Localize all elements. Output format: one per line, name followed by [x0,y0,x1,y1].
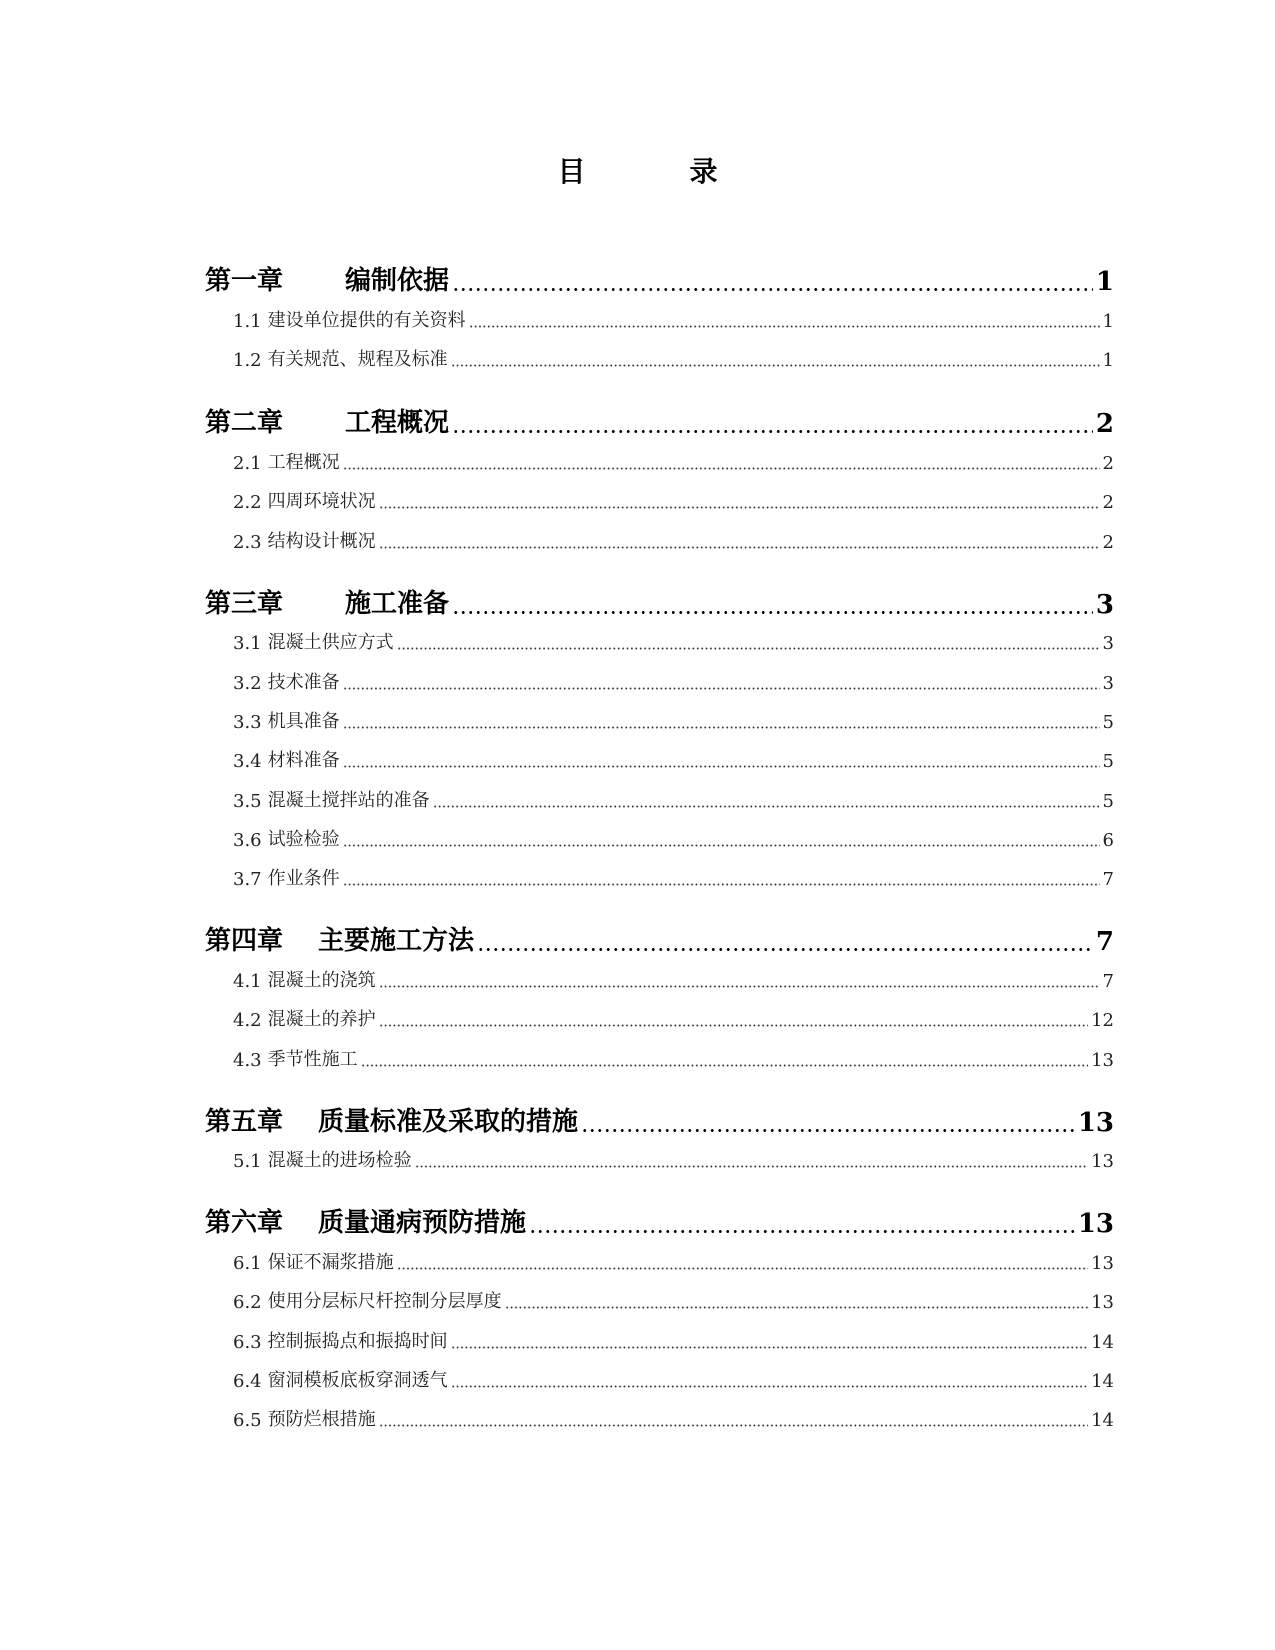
chapter-number: 第二章 [205,408,284,438]
dot-leader [343,830,1100,848]
toc-section-3-7[interactable] [233,864,1114,890]
section-title: 材料准备 [267,750,340,771]
dot-leader [505,1292,1088,1310]
section-page-number: 14 [1091,1371,1114,1392]
toc-section-6-5[interactable] [233,1405,1114,1431]
section-number: 4.3 [233,1050,262,1071]
toc-section-4-3[interactable] [233,1045,1114,1071]
chapter-number: 第五章 [205,1107,284,1137]
chapter-page-number: 1 [1095,267,1114,297]
dot-leader [415,1151,1088,1169]
section-page-number: 6 [1102,830,1114,851]
toc-chapter-4[interactable] [205,917,1114,957]
toc-section-3-2[interactable] [233,668,1114,694]
section-number: 6.2 [233,1292,262,1313]
page-title: 目 录 [557,155,756,188]
dot-leader [433,791,1100,809]
chapter-page-number: 3 [1095,590,1114,620]
toc-section-2-3[interactable] [233,527,1114,553]
toc-section-3-3[interactable] [233,707,1114,733]
dot-leader [379,492,1100,510]
toc-chapter-1[interactable] [205,257,1114,297]
section-number: 3.4 [233,751,262,772]
dot-leader [379,1410,1088,1428]
section-number: 3.1 [233,633,262,654]
toc-section-1-2[interactable] [233,345,1114,371]
section-number: 3.5 [233,791,262,812]
section-number: 6.1 [233,1253,262,1274]
chapter-page-number: 13 [1077,1209,1114,1239]
toc-chapter-6[interactable] [205,1199,1114,1239]
dot-leader [581,1108,1075,1134]
toc-section-6-2[interactable] [233,1287,1114,1313]
dot-leader [451,350,1100,368]
section-title: 使用分层标尺杆控制分层厚度 [267,1291,502,1312]
toc-section-2-2[interactable] [233,487,1114,513]
toc-section-1-1[interactable] [233,306,1114,332]
toc-section-3-1[interactable] [233,628,1114,654]
dot-leader [477,927,1093,953]
section-number: 1.1 [233,311,262,332]
section-title: 保证不漏浆措施 [267,1252,394,1273]
chapter-title: 施工准备 [345,589,450,619]
section-title: 试验检验 [267,829,340,850]
dot-leader [343,869,1100,887]
dot-leader [529,1209,1075,1235]
section-page-number: 2 [1102,453,1114,474]
chapter-page-number: 13 [1077,1108,1114,1138]
toc-section-3-4[interactable] [233,746,1114,772]
section-page-number: 5 [1102,751,1114,772]
section-number: 2.2 [233,492,262,513]
dot-leader [469,311,1100,329]
section-page-number: 13 [1091,1151,1114,1172]
dot-leader [452,409,1093,435]
chapter-number: 第六章 [205,1208,284,1238]
chapter-title: 主要施工方法 [318,926,475,956]
chapter-number: 第三章 [205,589,284,619]
section-page-number: 7 [1102,869,1114,890]
section-number: 3.7 [233,869,262,890]
dot-leader [343,673,1100,691]
toc-section-6-3[interactable] [233,1327,1114,1353]
dot-leader [379,971,1100,989]
dot-leader [379,532,1100,550]
dot-leader [379,1010,1088,1028]
chapter-page-number: 2 [1095,409,1114,439]
section-title: 控制振捣点和振捣时间 [267,1331,448,1352]
section-number: 3.3 [233,712,262,733]
section-title: 技术准备 [267,672,340,693]
section-title: 四周环境状况 [267,491,376,512]
section-page-number: 1 [1102,311,1114,332]
toc-section-2-1[interactable] [233,448,1114,474]
section-page-number: 2 [1102,492,1114,513]
section-number: 6.5 [233,1410,262,1431]
dot-leader [343,751,1100,769]
section-number: 6.3 [233,1332,262,1353]
toc-chapter-5[interactable] [205,1098,1114,1138]
toc-chapter-2[interactable] [205,399,1114,439]
section-page-number: 13 [1091,1050,1114,1071]
section-page-number: 3 [1102,633,1114,654]
section-number: 4.2 [233,1010,262,1031]
chapter-title: 编制依据 [345,266,450,296]
section-title: 混凝土的进场检验 [267,1150,412,1171]
chapter-number: 第四章 [205,926,284,956]
section-number: 4.1 [233,971,262,992]
dot-leader [397,1253,1088,1271]
section-page-number: 3 [1102,673,1114,694]
section-title: 建设单位提供的有关资料 [267,310,466,331]
dot-leader [343,712,1100,730]
chapter-page-number: 7 [1095,927,1114,957]
toc-section-6-4[interactable] [233,1366,1114,1392]
section-title: 作业条件 [267,868,340,889]
section-number: 5.1 [233,1151,262,1172]
toc-section-4-1[interactable] [233,966,1114,992]
dot-leader [452,590,1093,616]
section-page-number: 7 [1102,971,1114,992]
section-number: 1.2 [233,350,262,371]
chapter-number: 第一章 [205,266,284,296]
chapter-title: 工程概况 [345,408,450,438]
toc-section-3-6[interactable] [233,825,1114,851]
section-title: 混凝土供应方式 [267,632,394,653]
section-title: 有关规范、规程及标准 [267,349,448,370]
chapter-title: 质量通病预防措施 [318,1208,527,1238]
section-page-number: 5 [1102,712,1114,733]
dot-leader [452,267,1093,293]
section-title: 混凝土的浇筑 [267,970,376,991]
toc-section-6-1[interactable] [233,1248,1114,1274]
toc-section-5-1[interactable] [233,1146,1114,1172]
section-number: 6.4 [233,1371,262,1392]
toc-section-3-5[interactable] [233,786,1114,812]
section-page-number: 14 [1091,1410,1114,1431]
section-number: 2.3 [233,532,262,553]
section-page-number: 12 [1091,1010,1114,1031]
dot-leader [397,633,1100,651]
section-number: 2.1 [233,453,262,474]
section-title: 结构设计概况 [267,531,376,552]
section-page-number: 13 [1091,1292,1114,1313]
section-title: 季节性施工 [267,1049,358,1070]
section-title: 混凝土的养护 [267,1009,376,1030]
section-number: 3.2 [233,673,262,694]
dot-leader [451,1332,1088,1350]
dot-leader [361,1050,1088,1068]
section-title: 机具准备 [267,711,340,732]
section-page-number: 14 [1091,1332,1114,1353]
toc-section-4-2[interactable] [233,1005,1114,1031]
dot-leader [343,453,1100,471]
section-title: 混凝土搅拌站的准备 [267,790,430,811]
section-page-number: 2 [1102,532,1114,553]
dot-leader [451,1371,1088,1389]
section-title: 工程概况 [267,452,340,473]
section-title: 窗洞模板底板穿洞透气 [267,1370,448,1391]
section-page-number: 1 [1102,350,1114,371]
section-number: 3.6 [233,830,262,851]
section-page-number: 13 [1091,1253,1114,1274]
chapter-title: 质量标准及采取的措施 [318,1107,579,1137]
section-page-number: 5 [1102,791,1114,812]
toc-chapter-3[interactable] [205,580,1114,620]
section-title: 预防烂根措施 [267,1409,376,1430]
